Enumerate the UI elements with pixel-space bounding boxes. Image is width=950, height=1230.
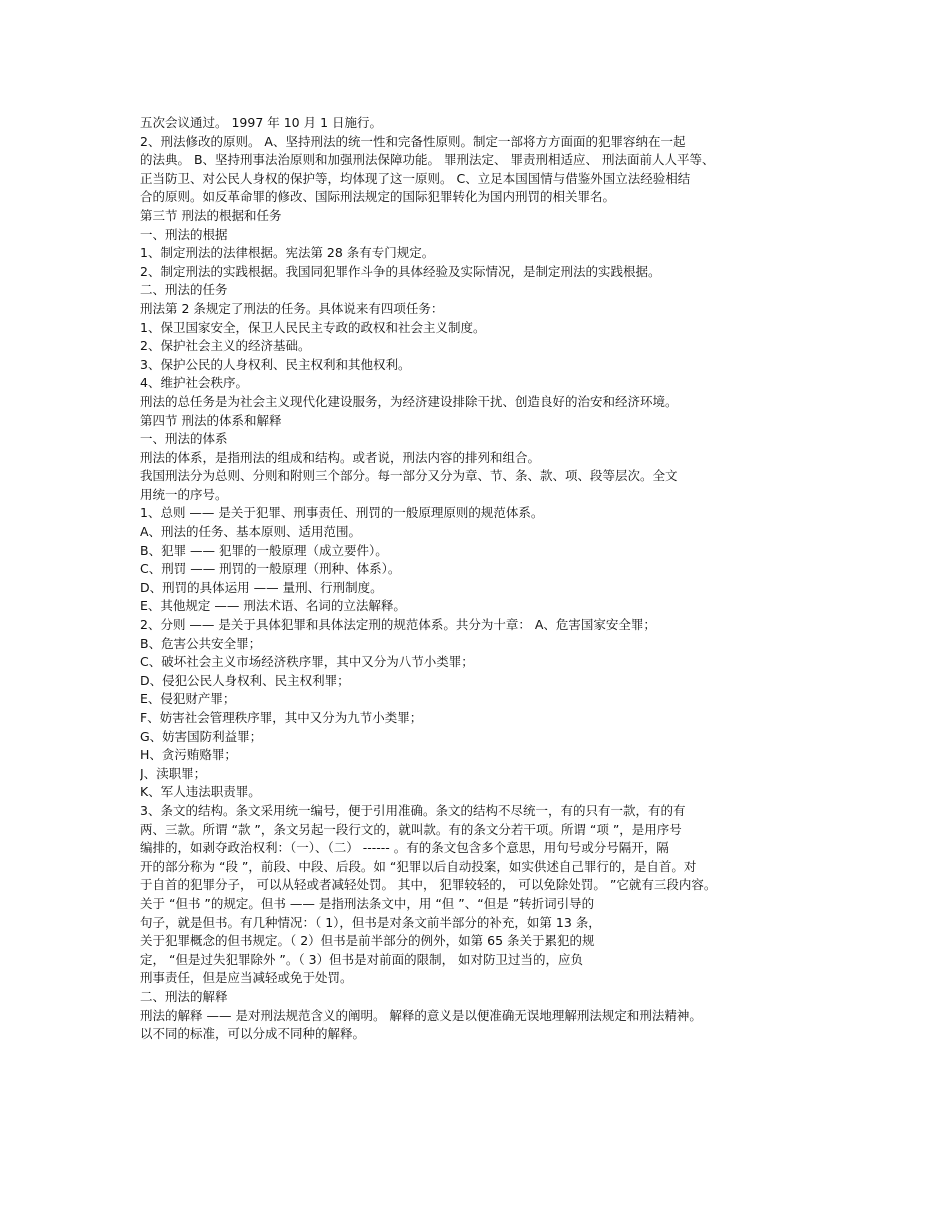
text-line: 合的原则。如反革命罪的修改、国际刑法规定的国际犯罪转化为国内刑罚的相关罪名。	[140, 189, 616, 205]
text-line: 关于 “但书 ”的规定。但书 —— 是指刑法条文中，用 “但 ”、“但是 ”转折词引导的	[140, 895, 595, 911]
text-line: 的法典。 B、坚持刑事法治原则和加强刑法保障功能。 罪刑法定、 罪责刑相适应、 刑法面前人人平等、	[140, 152, 715, 168]
text-line: 刑法的体系，是指刑法的组成和结构。或者说，刑法内容的排列和组合。	[140, 449, 541, 465]
list-item: D、侵犯公民人身权利、民主权利罪；	[140, 672, 350, 688]
subsection-heading: 一、刑法的根据	[140, 226, 228, 242]
subsection-heading: 一、刑法的体系	[140, 431, 228, 447]
text-line: 以不同的标准，可以分成不同种的解释。	[140, 1026, 366, 1042]
document-page	[140, 114, 820, 1044]
text-line: 正当防卫、对公民人身权的保护等，均体现了这一原则。 C、立足本国国情与借鉴外国立法经验相结	[140, 170, 691, 186]
text-line: 刑事责任，但是应当减轻或免于处罚。	[140, 970, 353, 986]
text-line: 我国刑法分为总则、分则和附则三个部分。每一部分又分为章、节、条、款、项、段等层次。全文	[140, 468, 678, 484]
subsection-heading: 二、刑法的解释	[140, 988, 228, 1004]
section-heading: 第四节 刑法的体系和解释	[140, 412, 282, 428]
text-line: 刑法的解释 —— 是对刑法规范含义的阐明。 解释的意义是以便准确无误地理解刑法规定和刑法精神。	[140, 1007, 702, 1023]
text-line: 3、条文的结构。条文采用统一编号，便于引用准确。条文的结构不尽统一，有的只有一款，有的有	[140, 802, 686, 818]
text-line: 句子，就是但书。有几种情况：（ 1），但书是对条文前半部分的补充，如第 13 条，	[140, 914, 601, 930]
section-heading: 第三节 刑法的根据和任务	[140, 207, 282, 223]
text-line: 开的部分称为 “段 ”，前段、中段、后段。如 “犯罪以后自动投案，如实供述自己罪行的，是自首。对	[140, 858, 697, 874]
list-item: D、刑罚的具体运用 —— 量刑、行刑制度。	[140, 579, 383, 595]
list-item: J、渎职罪；	[140, 765, 207, 781]
list-item: E、侵犯财产罪；	[140, 691, 236, 707]
text-line: 定， “但是过失犯罪除外 ”。（ 3）但书是对前面的限制， 如对防卫过当的，应负	[140, 951, 584, 967]
list-item: G、妨害国防利益罪；	[140, 728, 263, 744]
list-item: C、刑罚 —— 刑罚的一般原理（刑种、体系）。	[140, 561, 401, 577]
list-item: 4、维护社会秩序。	[140, 375, 248, 391]
list-item: 2、分则 —— 是关于具体犯罪和具体法定刑的规范体系。共分为十章： A、危害国家安全罪；	[140, 617, 656, 633]
text-line: 关于犯罪概念的但书规定。（ 2）但书是前半部分的例外，如第 65 条关于累犯的规	[140, 933, 595, 949]
text-line: 2、制定刑法的实践根据。我国同犯罪作斗争的具体经验及实际情况，是制定刑法的实践根据。	[140, 263, 661, 279]
list-item: K、军人违法职责罪。	[140, 784, 261, 800]
text-line: 刑法的总任务是为社会主义现代化建设服务，为经济建设排除干扰、创造良好的治安和经济环境。	[140, 393, 678, 409]
list-item: A、刑法的任务、基本原则、适用范围。	[140, 524, 362, 540]
text-line: 两、三款。所谓 “款 ”，条文另起一段行文的，就叫款。有的条文分若干项。所谓 “项 ”，是用序号	[140, 821, 682, 837]
text-line: 2、刑法修改的原则。 A、坚持刑法的统一性和完备性原则。制定一部将方方面面的犯罪容纳在一起	[140, 133, 686, 149]
list-item: E、其他规定 —— 刑法术语、名词的立法解释。	[140, 598, 406, 614]
list-item: 3、保护公民的人身权利、民主权利和其他权利。	[140, 356, 411, 372]
text-line: 于自首的犯罪分子， 可以从轻或者减轻处罚。 其中， 犯罪较轻的， 可以免除处罚。 ”它就有三段内容。	[140, 877, 717, 893]
list-item: B、犯罪 —— 犯罪的一般原理（成立要件）。	[140, 542, 388, 558]
text-line: 五次会议通过。 1997 年 10 月 1 日施行。	[140, 115, 383, 130]
list-item: 1、保卫国家安全，保卫人民民主专政的政权和社会主义制度。	[140, 319, 486, 335]
list-item: F、妨害社会管理秩序罪，其中又分为九节小类罪；	[140, 710, 423, 725]
text-line: 编排的，如剥夺政治权利：（一）、（二） ------ 。有的条文包含多个意思，用句号或分号隔开，隔	[140, 840, 669, 856]
text-line: 1、制定刑法的法律根据。宪法第 28 条有专门规定。	[140, 245, 435, 261]
text-line: 刑法第 2 条规定了刑法的任务。具体说来有四项任务：	[140, 300, 444, 316]
list-item: 2、保护社会主义的经济基础。	[140, 338, 311, 354]
list-item: C、破坏社会主义市场经济秩序罪，其中又分为八节小类罪；	[140, 654, 474, 670]
subsection-heading: 二、刑法的任务	[140, 282, 228, 298]
list-item: H、贪污贿赂罪；	[140, 747, 237, 763]
list-item: 1、总则 —— 是关于犯罪、刑事责任、刑罚的一般原理原则的规范体系。	[140, 505, 544, 521]
text-line: 用统一的序号。	[140, 486, 228, 502]
list-item: B、危害公共安全罪；	[140, 635, 262, 651]
